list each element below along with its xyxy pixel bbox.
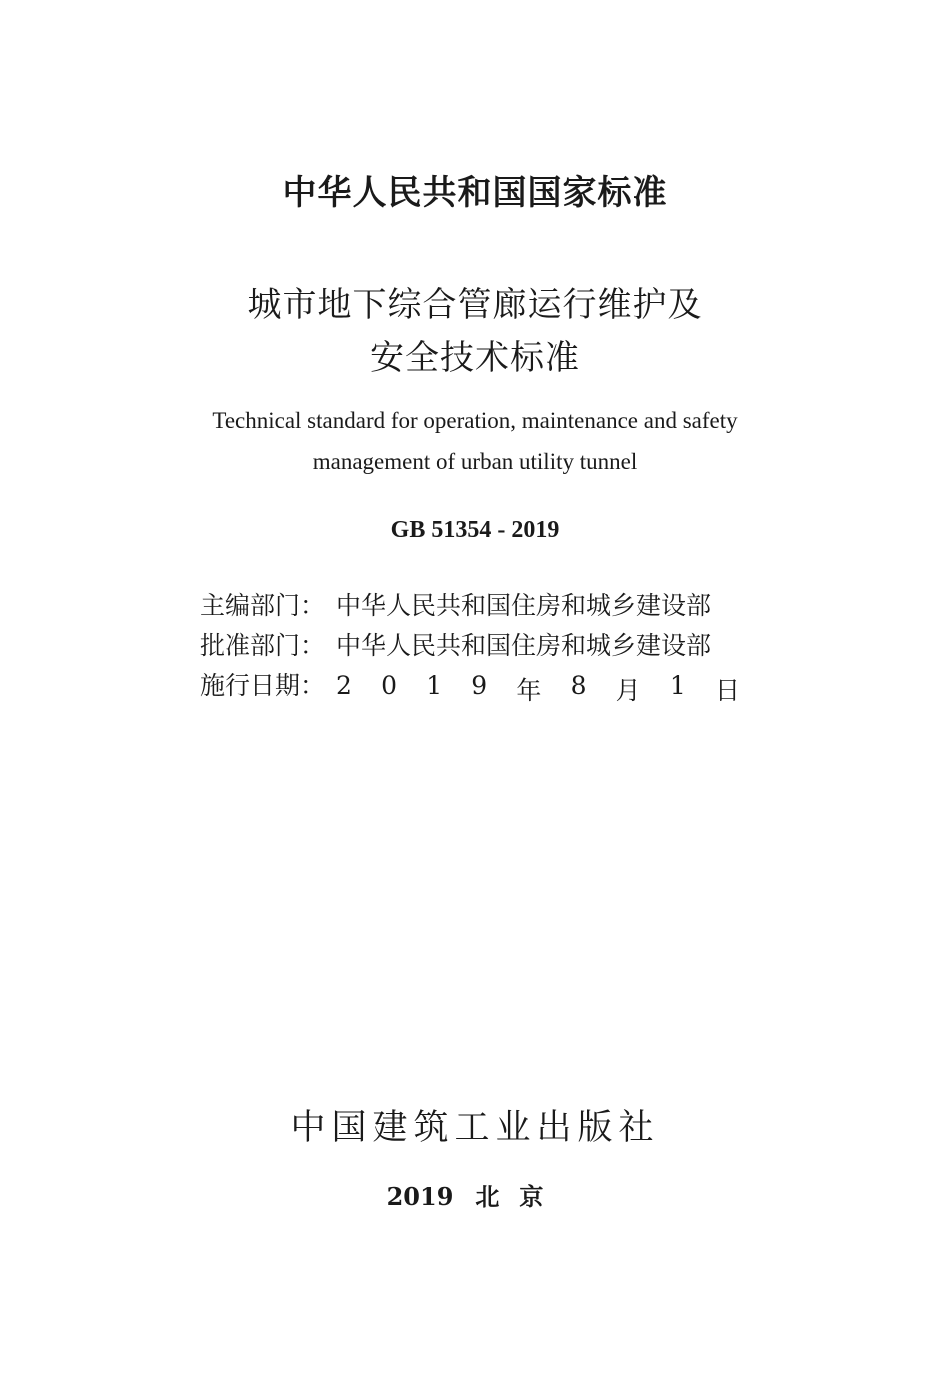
chinese-title-line-1: 城市地下综合管廊运行维护及 [247, 285, 703, 325]
date-char: 8 [570, 671, 587, 700]
effective-date-value [336, 671, 740, 707]
date-char: 年 [516, 676, 542, 705]
date-char: 1 [426, 671, 443, 700]
editor-value: 中华人民共和国住房和城乡建设部 [336, 591, 712, 620]
date-char: 0 [381, 671, 397, 700]
publication-city: 北京 [475, 1183, 564, 1211]
chinese-title-line-2: 安全技术标准 [370, 338, 580, 378]
approver-value: 中华人民共和国住房和城乡建设部 [336, 631, 712, 660]
standard-code: GB 51354 - 2019 [390, 517, 560, 543]
approver-row [200, 626, 760, 666]
effective-date-label: 施行日期： [200, 671, 326, 700]
editor-row [200, 586, 760, 626]
national-standard-heading: 中华人民共和国国家标准 [282, 173, 668, 213]
date-char: 月 [615, 676, 641, 705]
publication-year: 2019 [386, 1182, 454, 1211]
date-char: 9 [471, 671, 488, 700]
publication-place-year [0, 1177, 950, 1212]
approver-label: 批准部门： [200, 631, 326, 660]
effective-date-row [200, 666, 760, 706]
date-char: 2 [336, 671, 352, 700]
date-char: 日 [714, 676, 740, 705]
issuance-info [200, 586, 760, 706]
english-title-line-2: management of urban utility tunnel [312, 449, 638, 474]
date-char: 1 [669, 671, 686, 700]
english-title-line-1: Technical standard for operation, maintenance and safety [212, 408, 738, 433]
editor-label: 主编部门： [200, 591, 326, 620]
publisher-name: 中国建筑工业出版社 [290, 1108, 660, 1148]
